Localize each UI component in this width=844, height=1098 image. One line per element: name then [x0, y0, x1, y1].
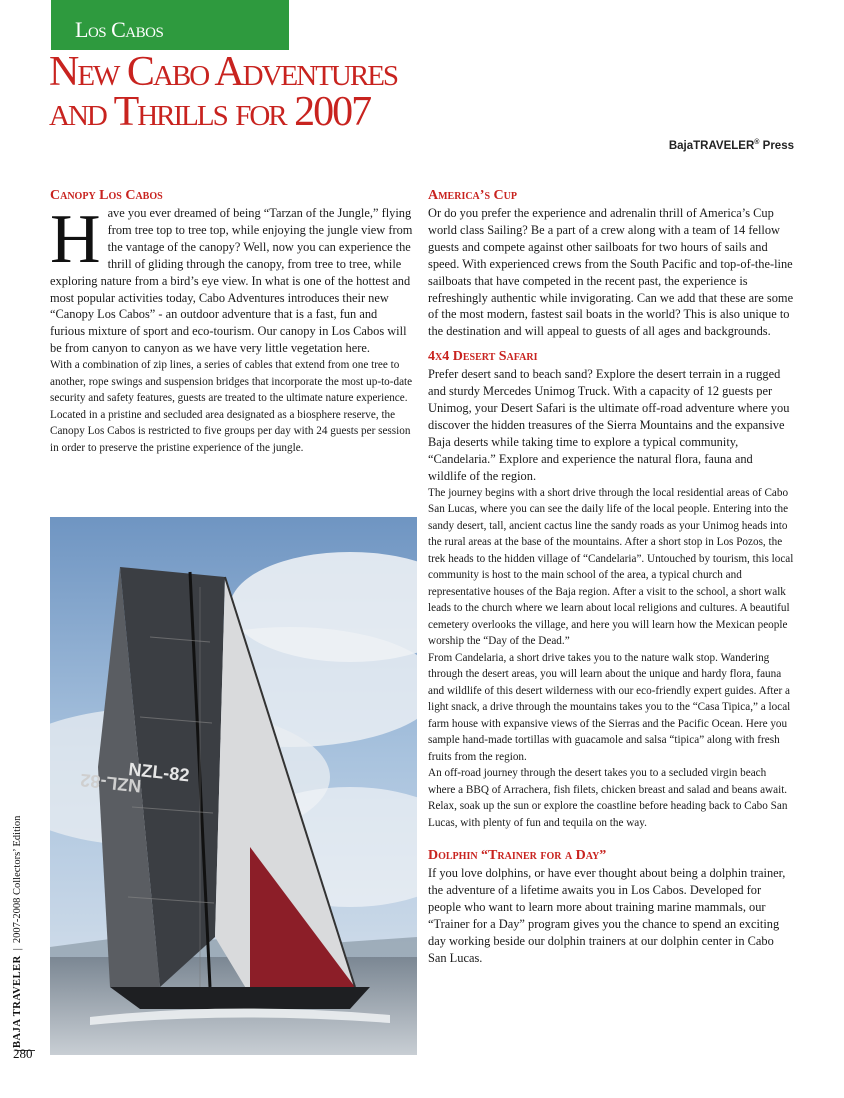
sailboat-photo [50, 517, 417, 1055]
safari-paragraph-3: From Candelaria, a short drive takes you to the nature walk stop. Wandering through the desert areas, you will learn about the unique and hardy flora, fauna and wildlife of this desert wilderness with our eco-friendly expert guides. After a light snack, a drive through the mountains takes you to the “Casa Tipica,” a local farm house with expansive views of the Sierras and the Pacific Ocean. Here you sample hand-made tortillas with guacamole and salsa “tipica” along with fresh fruits from the region. [428, 651, 791, 763]
safari-paragraph-2: The journey begins with a short drive through the local residential areas of Cabo San Lucas, where you can see the daily life of the local people. Entering into the sandy desert, tall, ancient cactus line the sandy roads as your Unimog heads into the rural areas at the base of the mountains. After a short stop in Los Pozos, the trek heads to the hidden village of “Candelaria”. Untouched by tourism, this local community is host to the main school of the area, a typical church and representative houses of the Baja region. After a visit to the school, a short walk leads to the church where we learn about local religions and cultures. A beautiful cemetery overlooks the village, and here you will learn how the Mexican people worship the “Day of the Dead.” [428, 486, 794, 648]
sidebar-separator: | [12, 948, 23, 951]
canopy-heading: Canopy Los Cabos [50, 188, 163, 203]
sailboat-illustration [50, 517, 417, 1055]
press-credit [669, 139, 794, 152]
hull [110, 987, 370, 1009]
right-column [428, 187, 794, 967]
dolphin-paragraph-1: If you love dolphins, or have ever thought about being a dolphin trainer, the adventure of a lifetime awaits you in Los Cabos. Developed for people who want to learn more about training marine mammals, our “Trainer for a Day” program gives you the chance to spend an exciting day working beside our dolphin trainers at our dolphin center in Cabo San Lucas. [428, 866, 786, 965]
section-tab-label: Los Cabos [75, 17, 164, 42]
canopy-paragraph-1-text: ave you ever dreamed of being “Tarzan of the Jungle,” flying from tree top to tree top, while enjoying the jungle view from the vantage of the canopy? Well, now you can experience the thrill of gliding through the canopy, from tree to tree, while exploring nature from a bird’s eye view. In what is one of the hottest and most popular activities today, Cabo Adventures introduces their new “Canopy Los Cabos” - an outdoor adventure that is a fast, fun and furious mixture of sport and eco-tourism. Our canopy in Los Cabos will be from canyon to canyon as we have very little vegetation here. [50, 206, 413, 356]
registered-mark: ® [754, 139, 760, 146]
page-number: 280 [13, 1046, 33, 1061]
safari-paragraph-4: An off-road journey through the desert takes you to a secluded virgin beach where a BBQ of Arrachera, fish filets, chicken breast and salad and beans await. Relax, soak up the sun or explore the coastline before heading back to Cabo San Lucas, with plenty of fun and tequila on the way. [428, 767, 788, 829]
sidebar-brand: BAJA TRAVELER [12, 955, 23, 1048]
cup-heading: America’s Cup [428, 188, 517, 203]
sidebar-edition: 2007-2008 Collectors’ Edition [12, 815, 23, 944]
sail-number: NZL-82 [127, 759, 191, 786]
sail-number-mirrored: NZL-82 [79, 769, 143, 797]
canopy-paragraph-2: With a combination of zip lines, a series of cables that extend from one tree to another, rope swings and suspension bridges that incorporate the most up-to-date security and safety features, guests are treated to the ultimate nature experience. Located in a pristine and secluded area designated as a biosphere reserve, the Canopy Los Cabos is restricted to five groups per day with 24 guests per session in order to preserve the pristine experience of the jungle. [50, 359, 413, 454]
cup-paragraph-1: Or do you prefer the experience and adrenalin thrill of America’s Cup world class Sailing? Be a part of a crew along with a team of 14 fellow guests and compete against other sailboats for two hours of sails and speed. With experienced crews from the South Pacific and top-of-the-line sailboats that have competed in the recent past, the experience is refreshingly authentic while invigorating. Can we add that these are some of the most modern, fastest sail boats in the world? This is also unique to the destination and will appeal to guests of all ages and backgrounds. [428, 206, 794, 339]
press-name: BajaTRAVELER [668, 139, 755, 152]
drop-cap: H [50, 201, 101, 278]
canopy-paragraph-1 [50, 201, 414, 357]
sidebar-running-head [12, 816, 23, 1048]
section-tab [51, 0, 289, 50]
title-line-1: New Cabo Adventures [49, 49, 398, 95]
safari-paragraph-1: Prefer desert sand to beach sand? Explore the desert terrain in a rugged and sturdy Mercedes Unimog Truck. With a capacity of 12 guests per Unimog, your Desert Safari is the ultimate off-road adventure where you discover the hidden treasures of the Sierra Mountains and the expansive Baja deserts while taking time to explore a typical community, “Candelaria.” Explore and experience the natural flora, fauna and wildlife of the region. [428, 367, 790, 483]
page-title [49, 49, 398, 135]
safari-heading: 4x4 Desert Safari [428, 349, 538, 365]
title-line-2: and Thrills for 2007 [49, 89, 371, 135]
left-column [50, 187, 414, 456]
dolphin-heading: Dolphin “Trainer for a Day” [428, 848, 607, 864]
press-suffix: Press [762, 139, 794, 152]
